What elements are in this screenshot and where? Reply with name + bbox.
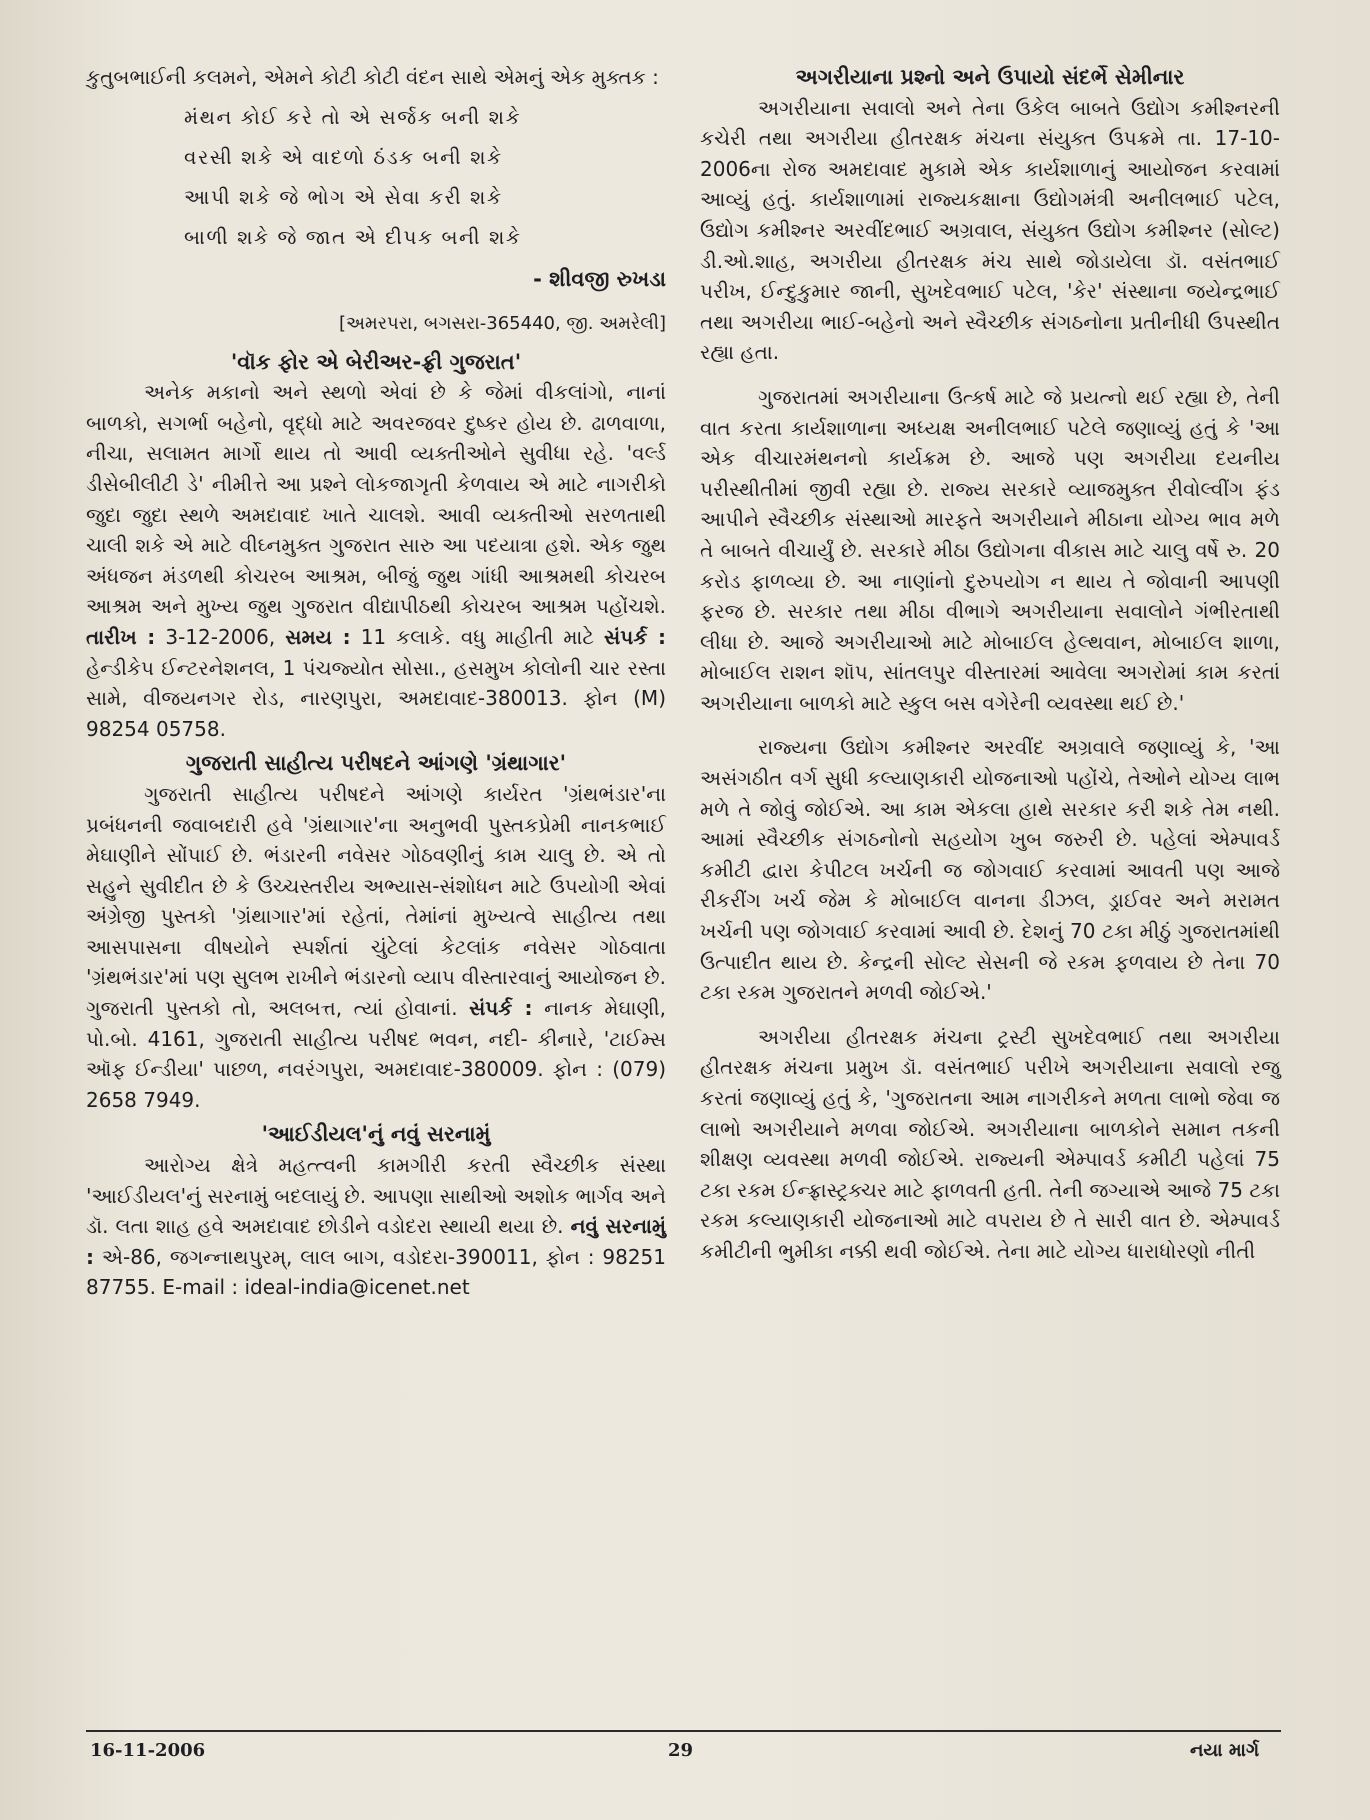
contact-label: સંપર્ક :: [469, 996, 533, 1021]
author-signature: - શીવજી રુખડા: [533, 266, 666, 291]
paragraph-walk: [86, 377, 666, 744]
verse-line: આપી શકે જે ભોગ એ સેવા કરી શકે: [184, 184, 503, 209]
paragraph-granthagar: [86, 779, 666, 1116]
intro-text: કુતુબભાઈની કલમને, એમને કોટી કોટી વંદન સાથે એમનું એક મુક્તક :: [86, 65, 659, 89]
left-column: [86, 62, 666, 1303]
contact-label: સંપર્ક :: [604, 624, 666, 649]
paragraph-text: અનેક મકાનો અને સ્થળો એવાં છે કે જેમાં વીકલાંગો, નાનાં બાળકો, સગર્ભા બહેનો, વૃદ્ધો માટે અવરજવર દુષ્કર હોય છે. ઢાળવાળા, નીચા, સલામત માર્ગો થાય તો આવી વ્યક્તીઓને સુવીધા રહે. 'વર્લ્ડ ડીસેબીલીટી ડે' નીમીત્તે આ પ્રશ્ને લોકજાગૃતી કેળવાય એ માટે નાગરીકો જુદા જુદા સ્થળે અમદાવાદ ખાતે ચાલશે. આવી વ્યક્તીઓ સરળતાથી ચાલી શકે એ માટે વીઘ્નમુક્ત ગુજરાત સારુ આ પદયાત્રા હશે. એક જુથ અંધજન મંડળથી કોચરબ આશ્રમ, બીજું જુથ ગાંધી આશ્રમથી કોચરબ આશ્રમ અને મુખ્ય જુથ ગુજરાત વીદ્યાપીઠથી કોચરબ આશ્રમ પહોંચશે.: [86, 380, 666, 619]
magazine-name: નયા માર્ગ: [1190, 1740, 1260, 1761]
contact-value: નાનક મેઘાણી, પો.બો. 4161, ગુજરાતી સાહીત્ય પરીષદ ભવન, નદી- કીનારે, 'ટાઈમ્સ ઑફ ઈન્ડીયા' પાછળ, નવરંગપુરા, અમદાવાદ-380009. ફોન : (079) 2658 7949.: [86, 996, 667, 1112]
heading-agariya-seminar: અગરીયાના પ્રશ્નો અને ઉપાયો સંદર્ભે સેમીનાર: [795, 65, 1185, 89]
paragraph-ideal: [86, 1150, 666, 1303]
date-label: તારીખ :: [86, 624, 156, 649]
paragraph-seminar-intro: અગરીયાના સવાલો અને તેના ઉકેલ બાબતે ઉદ્યોગ કમીશ્નરની કચેરી તથા અગરીયા હીતરક્ષક મંચના સંયુક્ત ઉપક્રમે તા. 17-10-2006ના રોજ અમદાવાદ મુકામે એક કાર્યશાળાનું આયોજન કરવામાં આવ્યું હતું. કાર્યશાળામાં રાજ્યકક્ષાના ઉદ્યોગમંત્રી અનીલભાઈ પટેલ, ઉદ્યોગ કમીશ્નર અરવીંદભાઈ અગ્રવાલ, સંયુક્ત ઉદ્યોગ કમીશ્નર (સોલ્ટ) ડી.ઓ.શાહ, અગરીયા હીતરક્ષક મંચ સાથે જોડાયેલા ડૉ. વસંતભાઈ પરીખ, ઈન્દુકુમાર જાની, સુખદેવભાઈ પટેલ, 'કેર' સંસ્થાના જયેન્દ્રભાઈ તથા અગરીયા ભાઈ-બહેનો અને સ્વૈચ્છીક સંગઠનોના પ્રતીનીધી ઉપસ્થીત રહ્યા હતા.: [700, 95, 1280, 365]
verse-line: બાળી શકે જે જાત એ દીપક બની શકે: [184, 224, 522, 249]
page-number: 29: [668, 1740, 694, 1761]
heading-ideal-address: 'આઈડીયલ'નું નવું સરનામું: [261, 1122, 491, 1147]
new-address-value: એ-86, જગન્નાથપુરમ્, લાલ બાગ, વડોદરા-390011, ફોન : 98251 87755. E-mail : ideal-india@icenet.net: [86, 1244, 667, 1300]
time-value: 11 કલાકે. વધુ માહીતી માટે: [360, 624, 594, 649]
paragraph-aggarwal: રાજ્યના ઉદ્યોગ કમીશ્નર અરવીંદ અગ્રવાલે જણાવ્યું કે, 'આ અસંગઠીત વર્ગ સુધી કલ્યાણકારી યોજનાઓ પહોંચે, તેઓને યોગ્ય લાભ મળે તે જોવું જોઈએ. આ કામ એકલા હાથે સરકાર કરી શકે તેમ નથી. આમાં સ્વૈચ્છીક સંગઠનોનો સહયોગ ખુબ જરુરી છે. પહેલાં એમ્પાવર્ડ કમીટી દ્વારા કેપીટલ ખર્ચની જ જોગવાઈ કરવામાં આવતી પણ આજે રીકરીંગ ખર્ચ જેમ કે મોબાઈલ વાનના ડીઝલ, ડ્રાઈવર અને મરામત ખર્ચની પણ જોગવાઈ કરવામાં આવી છે. દેશનું 70 ટકા મીઠું ગુજરાતમાંથી ઉત્પાદીત થાય છે. કેન્દ્રની સોલ્ટ સેસની જે રકમ ફળવાય છે તેના 70 ટકા રકમ ગુજરાતને મળવી જોઈએ.': [700, 735, 1280, 1005]
muktak-verse: [86, 97, 666, 257]
contact-value: હેન્ડીકેપ ઈન્ટરનેશનલ, 1 પંચજ્યોત સોસા., હસમુખ કોલોની ચાર રસ્તા સામે, વીજયનગર રોડ, નારણપુરા, અમદાવાદ-380013. ફોન (M) 98254 05758.: [86, 655, 666, 741]
author-address: [અમરપરા, બગસરા-365440, જી. અમરેલી]: [339, 312, 666, 334]
heading-granthagar: ગુજરાતી સાહીત્ય પરીષદને આંગણે 'ગ્રંથાગાર': [185, 751, 567, 776]
time-label: સમય :: [285, 624, 351, 649]
paragraph-text: ગુજરાતી સાહીત્ય પરીષદને આંગણે કાર્યરત 'ગ્રંથભંડાર'ના પ્રબંધનની જવાબદારી હવે 'ગ્રંથાગાર'ના અનુભવી પુસ્તકપ્રેમી નાનકભાઈ મેઘાણીને સોંપાઈ છે. ભંડારની નવેસર ગોઠવણીનું કામ ચાલુ છે. એ તો સહુને સુવીદીત છે કે ઉચ્ચસ્તરીય અભ્યાસ-સંશોધન માટે ઉપયોગી એવાં અંગ્રેજી પુસ્તકો 'ગ્રંથાગાર'માં રહેતાં, તેમાંનાં મુખ્યત્વે સાહીત્ય તથા આસપાસના વીષયોને સ્પર્શતાં ચુંટેલાં કેટલાંક નવેસર ગોઠવાતા 'ગ્રંથભંડાર'માં પણ સુલભ રાખીને ભંડારનો વ્યાપ વીસ્તારવાનું આયોજન છે. ગુજરાતી પુસ્તકો તો, અલબત્ત, ત્યાં હોવાનાં.: [86, 781, 666, 1021]
verse-line: મંથન કોઈ કરે તો એ સર્જક બની શકે: [184, 104, 522, 129]
paragraph-anilbhai: ગુજરાતમાં અગરીયાના ઉત્કર્ષ માટે જે પ્રયત્નો થઈ રહ્યા છે, તેની વાત કરતા કાર્યશાળાના અધ્યક્ષ અનીલભાઈ પટેલે જણાવ્યું હતું કે 'આ એક વીચારમંથનનો કાર્યક્રમ છે. આજે પણ અગરીયા દયનીય પરીસ્થીતીમાં જીવી રહ્યા છે. રાજ્ય સરકારે વ્યાજમુક્ત રીવોલ્વીંગ ફંડ આપીને સ્વૈચ્છીક સંસ્થાઓ મારફતે અગરીયાને મીઠાના યોગ્ય ભાવ મળે તે બાબતે વીચાર્યું છે. સરકારે મીઠા ઉદ્યોગના વીકાસ માટે ચાલુ વર્ષે રુ. 20 કરોડ ફાળવ્યા છે. આ નાણાંનો દુરુપયોગ ન થાય તે જોવાની આપણી ફરજ છે. સરકાર તથા મીઠા વીભાગે અગરીયાના સવાલોને ગંભીરતાથી લીધા છે. આજે અગરીયાઓ માટે મોબાઈલ હેલ્થવાન, મોબાઈલ શાળા, મોબાઈલ રાશન શૉપ, સાંતલપુર વીસ્તારમાં આવેલા અગરોમાં કામ કરતાં અગરીયાના બાળકો માટે સ્કુલ બસ વગેરેની વ્યવસ્થા થઈ છે.': [700, 384, 1280, 715]
footer-divider: [86, 1730, 1281, 1732]
right-column: [700, 62, 1280, 1267]
heading-walk-barrier-free: 'વૉક ફોર એ બેરીઅર-ફ્રી ગુજરાત': [230, 349, 522, 374]
new-address-label: નવું સરનામું :: [86, 1214, 666, 1269]
verse-line: વરસી શકે એ વાદળો ઠંડક બની શકે: [184, 144, 503, 169]
paragraph-text: આરોગ્ય ક્ષેત્રે મહત્ત્વની કામગીરી કરતી સ્વૈચ્છીક સંસ્થા 'આઈડીયલ'નું સરનામું બદલાયું છે. આપણા સાથીઓ અશોક ભાર્ગવ અને ડૉ. લતા શાહ હવે અમદાવાદ છોડીને વડોદરા સ્થાયી થયા છે.: [86, 1153, 666, 1239]
issue-date: 16-11-2006: [90, 1740, 206, 1761]
paragraph-parikh: અગરીયા હીતરક્ષક મંચના ટ્રસ્ટી સુખદેવભાઈ તથા અગરીયા હીતરક્ષક મંચના પ્રમુખ ડૉ. વસંતભાઈ પરીખે અગરીયાના સવાલો રજુ કરતાં જણાવ્યું હતું કે, 'ગુજરાતના આમ નાગરીકને મળતા લાભો જેવા જ લાભો અગરીયાને મળવા જોઈએ. અગરીયાના બાળકોને સમાન તકની શીક્ષણ વ્યવસ્થા મળવી જોઈએ. રાજ્યની એમ્પાવર્ડ કમીટી પહેલાં 75 ટકા રકમ ઈન્ફ્રાસ્ટ્રક્ચર માટે ફાળવતી હતી. તેની જગ્યાએ આજે 75 ટકા રકમ કલ્યાણકારી યોજનાઓ માટે વપરાય છે તે સારી વાત છે. એમ્પાવર્ડ કમીટીની ભુમીકા નક્કી થવી જોઈએ. તેના માટે યોગ્ય ધારાધોરણો નીતી: [700, 1024, 1280, 1263]
date-value: 3-12-2006,: [165, 624, 276, 649]
